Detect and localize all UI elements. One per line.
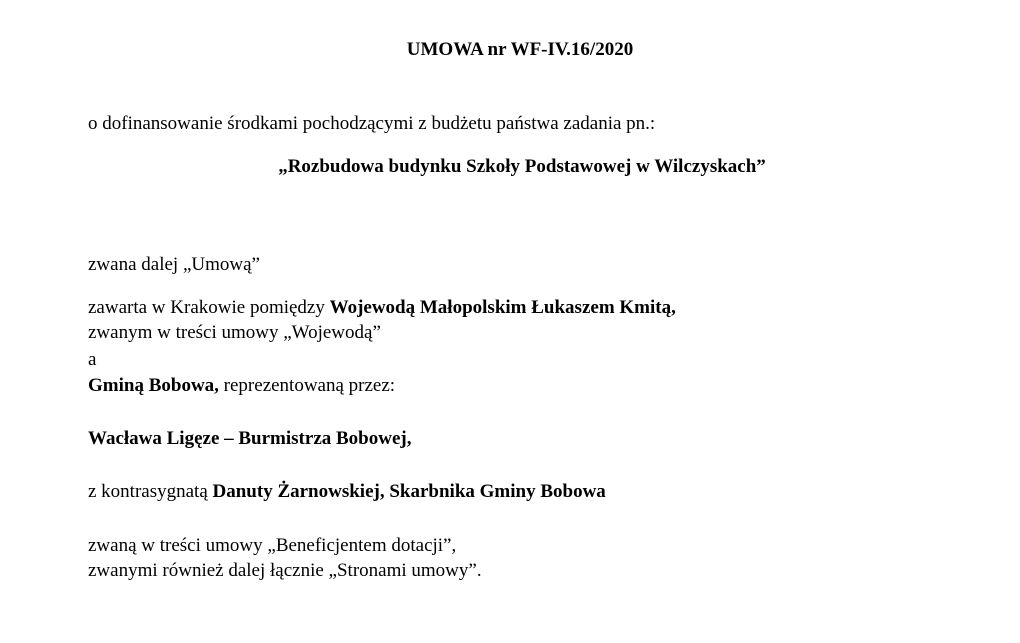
party2-line bbox=[88, 374, 395, 398]
countersign-name: Danuty Żarnowskiej, Skarbnika Gminy Bobowa bbox=[212, 481, 606, 502]
closing-text: zwanymi również dalej łącznie „Stronami umowy”. bbox=[88, 560, 482, 581]
countersign-prefix: z kontrasygnatą bbox=[88, 481, 213, 502]
task-name: „Rozbudowa budynku Szkoły Podstawowej w Wilczyskach” bbox=[278, 156, 766, 177]
party2-name: Gminą Bobowa, bbox=[88, 375, 219, 396]
party1-prefix: zawarta w Krakowie pomiędzy bbox=[88, 297, 330, 318]
conjunction: a bbox=[88, 349, 97, 370]
party2-suffix: reprezentowaną przez: bbox=[218, 375, 396, 396]
party1-name: Wojewodą Małopolskim Łukaszem Kmitą, bbox=[329, 297, 676, 318]
party1-line bbox=[88, 296, 676, 320]
countersign-line bbox=[88, 480, 606, 504]
contract-called: zwana dalej „Umową” bbox=[88, 254, 260, 275]
contract-title: UMOWA nr WF-IV.16/2020 bbox=[406, 39, 634, 60]
party2-alias: zwaną w treści umowy „Beneficjentem dotacji”, bbox=[88, 535, 457, 556]
intro-text: o dofinansowanie środkami pochodzącymi z budżetu państwa zadania pn.: bbox=[88, 113, 656, 134]
party2-representative: Wacława Ligęze – Burmistrza Bobowej, bbox=[88, 428, 412, 449]
party1-alias: zwanym w treści umowy „Wojewodą” bbox=[88, 322, 381, 343]
